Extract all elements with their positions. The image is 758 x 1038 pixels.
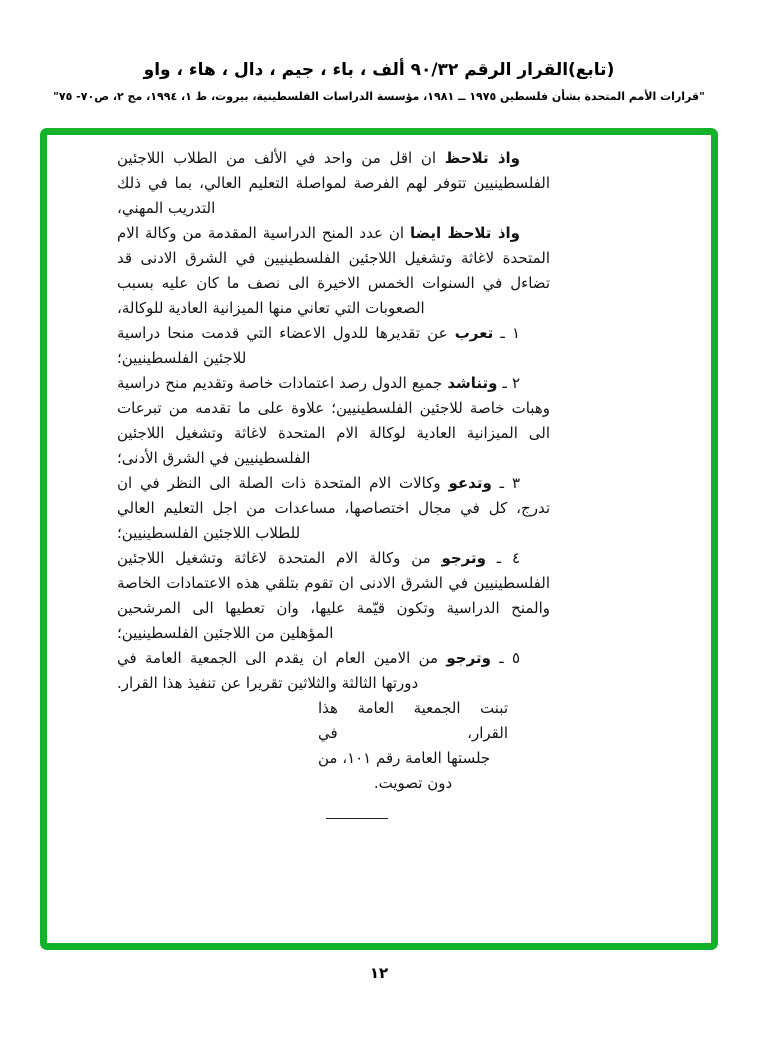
paragraph-text: ٥ ـ: [490, 649, 520, 667]
bold-keyword: وترجو: [441, 549, 486, 567]
resolution-paragraph: [117, 221, 550, 321]
end-divider: [326, 818, 388, 819]
paragraph-text: عن تقديرها للدول الاعضاء التي قدمت منحا دراسية للاجئين الفلسطينيين؛: [117, 324, 455, 367]
page-number: ١٢: [369, 964, 389, 982]
bold-keyword: وترجو: [446, 649, 491, 667]
source-citation: "قرارات الأمم المتحدة بشأن فلسطين ١٩٧٥ ــ ١٩٨١، مؤسسة الدراسات الفلسطينية، بيروت، ط ١، ١٩٩٤، مج ٢، ص٧٠- ٧٥": [53, 90, 705, 103]
paragraph-text: ان عدد المنح الدراسية المقدمة من وكالة الام المتحدة لاغاثة وتشغيل اللاجئين الفلسطينيين في الشرق الادنى قد تضاءل في السنوات الخمس الاخيرة الى نصف ما كان عليه بسبب الصعوبات التي تعاني منها الميزانية العادية للوكالة،: [117, 224, 550, 317]
paragraph-text: ٢ ـ: [497, 374, 520, 392]
paragraph-text: من الامين العام ان يقدم الى الجمعية العامة في دورتها الثالثة والثلاثين تقريرا عن تنفيذ هذا القرار.: [117, 649, 447, 692]
paragraph-text: وكالات الام المتحدة ذات الصلة الى النظر في ان تدرج، كل في مجال اختصاصها، مساعدات من اجل التعليم العالي للطلاب اللاجئين الفلسطينيين؛: [117, 474, 550, 542]
adoption-note: [318, 696, 508, 796]
paragraph-text: ان اقل من واحد في الألف من الطلاب اللاجئين الفلسطينيين تتوفر لهم الفرصة لمواصلة التعليم العالي، بما في ذلك التدريب المهني،: [117, 149, 550, 217]
adoption-note-line: جلستها العامة رقم ١٠١، من: [318, 749, 491, 767]
paragraph-text: من وكالة الام المتحدة لاغاثة وتشغيل اللاجئين الفلسطينيين في الشرق الادنى ان تقوم بتلقي هذه الاعتمادات الخاصة والمنح الدراسية وتكون قيّمة عليها، وان تعطيها الى المرشحين المؤهلين من اللاجئين الفلسطينيين؛: [117, 549, 550, 642]
resolution-paragraph: [117, 146, 550, 221]
page-header: [0, 58, 758, 104]
resolution-paragraph: [117, 321, 550, 371]
resolution-title: (تابع)القرار الرقم ٩٠/٣٢ ألف ، باء ، جيم ، دال ، هاء ، واو: [143, 60, 615, 80]
paragraph-text: ٤ ـ: [485, 549, 520, 567]
bold-keyword: وتناشد: [447, 374, 498, 392]
bold-keyword: تعرب: [454, 324, 494, 342]
paragraph-text: ٣ ـ: [491, 474, 520, 492]
resolution-body: [117, 146, 550, 819]
paragraph-text: ١ ـ: [493, 324, 520, 342]
adoption-note-line: تبنت الجمعية العامة هذا القرار، في: [318, 699, 508, 742]
resolution-paragraph: [117, 371, 550, 471]
adoption-note-line: دون تصويت.: [373, 774, 453, 792]
bold-keyword: واذ تلاحظ: [444, 149, 521, 167]
resolution-paragraph: [117, 646, 550, 696]
resolution-paragraph: [117, 471, 550, 546]
paragraph-text: جميع الدول رصد اعتمادات خاصة وتقديم منح دراسية وهبات خاصة للاجئين الفلسطينيين؛ علاوة على ما تقدمه من تبرعات الى الميزانية العادية لوكالة الام المتحدة لاغاثة وتشغيل اللاجئين الفلسطينيين في الشرق الأدنى؛: [117, 374, 550, 467]
bold-keyword: وتدعو: [448, 474, 492, 492]
resolution-paragraph: [117, 546, 550, 646]
resolution-paragraphs: [117, 146, 550, 696]
bold-keyword: واذ تلاحظ ايضا: [409, 224, 520, 242]
